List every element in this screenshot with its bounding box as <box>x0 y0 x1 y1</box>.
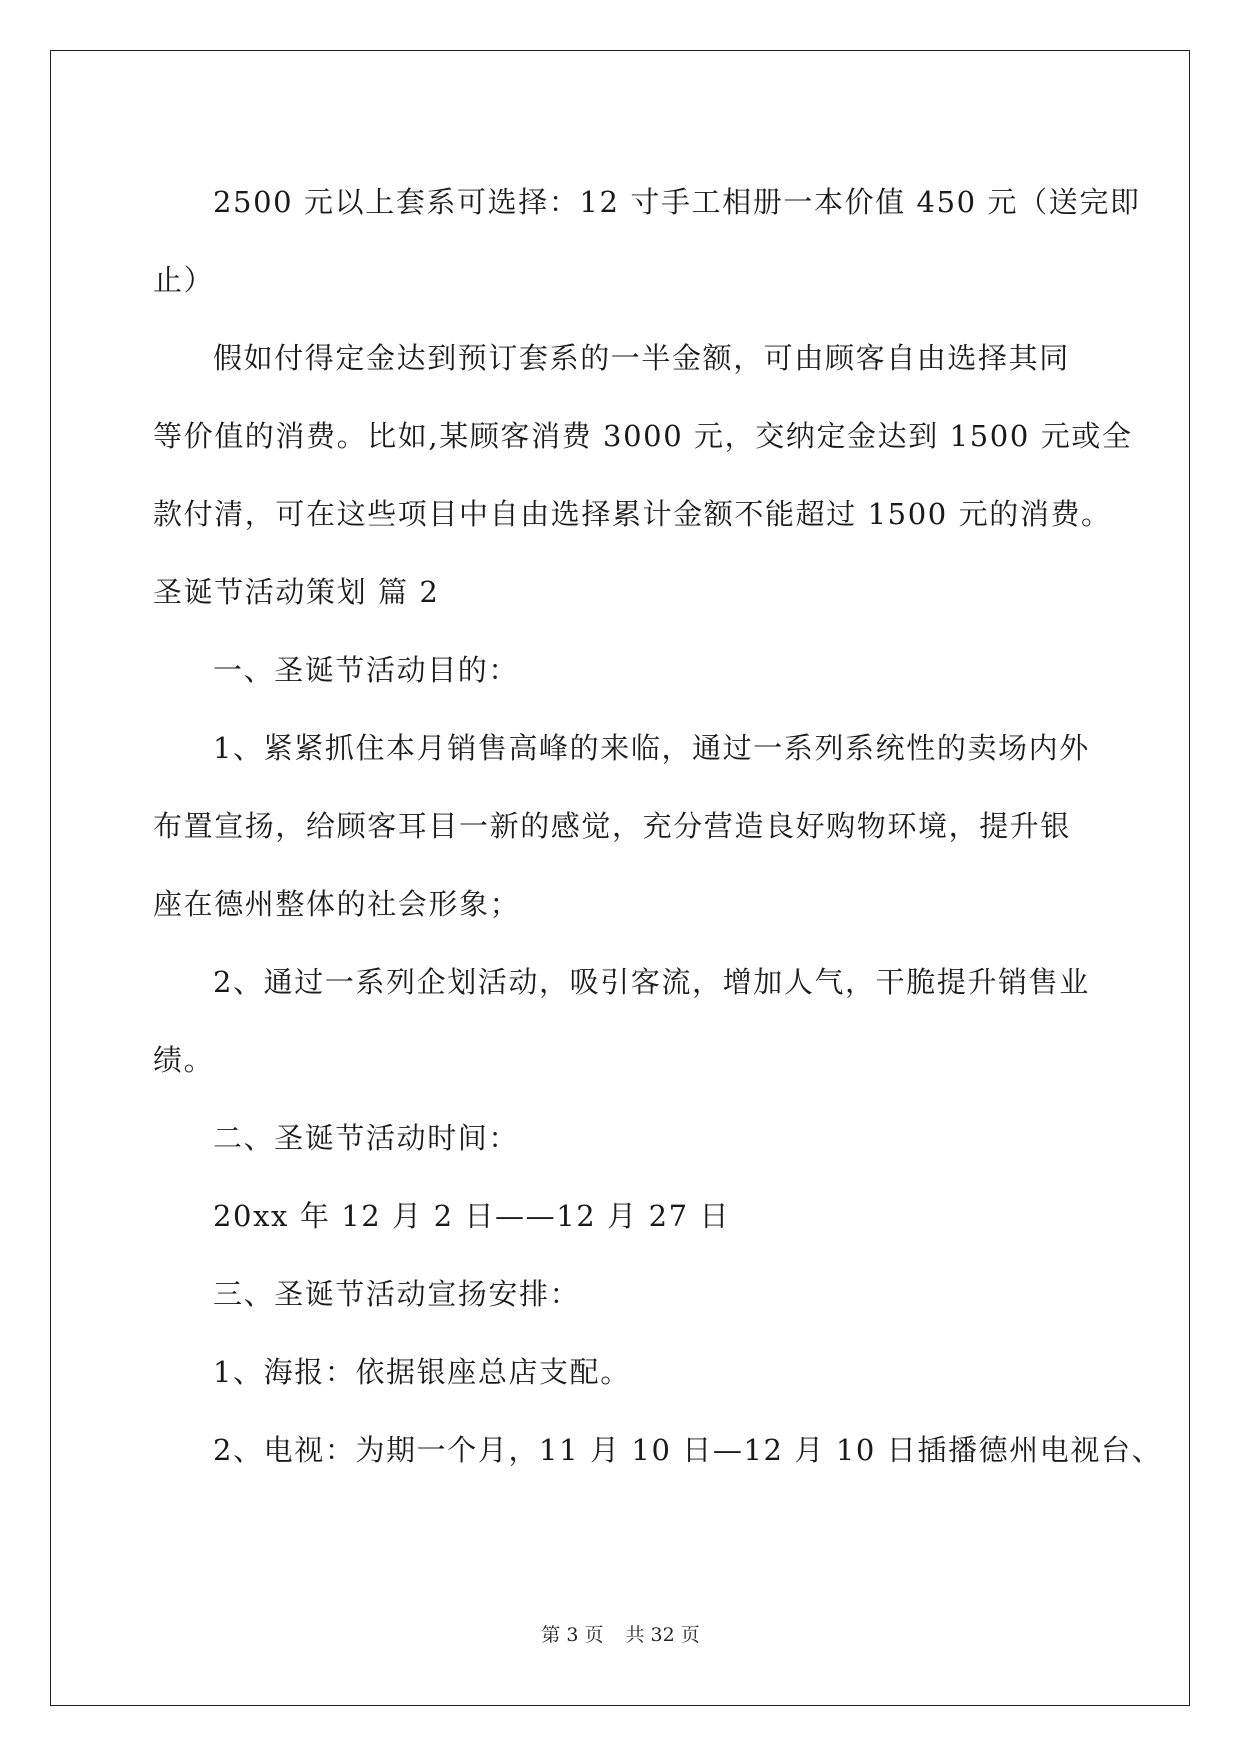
paragraph-line: 1、海报：依据银座总店支配。 <box>213 1355 631 1389</box>
paragraph-line: 款付清，可在这些项目中自由选择累计金额不能超过 1500 元的消费。 <box>153 497 1112 531</box>
section-heading: 圣诞节活动策划 篇 2 <box>153 575 440 609</box>
subsection-heading: 二、圣诞节活动时间： <box>213 1121 520 1155</box>
paragraph-line: 座在德州整体的社会形象； <box>153 887 521 921</box>
paragraph-line: 假如付得定金达到预订套系的一半金额，可由顾客自由选择其同 <box>213 341 1070 375</box>
page-total: 共 32 页 <box>625 1624 700 1646</box>
paragraph-line: 1、紧紧抓住本月销售高峰的来临，通过一系列系统性的卖场内外 <box>213 731 1090 765</box>
paragraph-line: 2、通过一系列企划活动，吸引客流，增加人气，干脆提升销售业 <box>213 965 1090 999</box>
paragraph-line: 2、电视：为期一个月，11 月 10 日—12 月 10 日插播德州电视台、 <box>213 1433 1163 1467</box>
paragraph-line: 等价值的消费。比如,某顾客消费 3000 元，交纳定金达到 1500 元或全 <box>153 419 1133 453</box>
subsection-heading: 一、圣诞节活动目的： <box>213 653 520 687</box>
page-number: 第 3 页 <box>541 1624 604 1646</box>
page-footer <box>0 1620 1241 1647</box>
paragraph-line: 20xx 年 12 月 2 日——12 月 27 日 <box>213 1199 731 1233</box>
document-body <box>153 163 1163 1489</box>
paragraph-line: 2500 元以上套系可选择：12 寸手工相册一本价值 450 元（送完即 <box>213 185 1141 219</box>
paragraph-line: 止） <box>153 263 215 297</box>
paragraph-line: 绩。 <box>153 1043 215 1077</box>
subsection-heading: 三、圣诞节活动宣扬安排： <box>213 1277 581 1311</box>
paragraph-line: 布置宣扬，给顾客耳目一新的感觉，充分营造良好购物环境，提升银 <box>153 809 1072 843</box>
